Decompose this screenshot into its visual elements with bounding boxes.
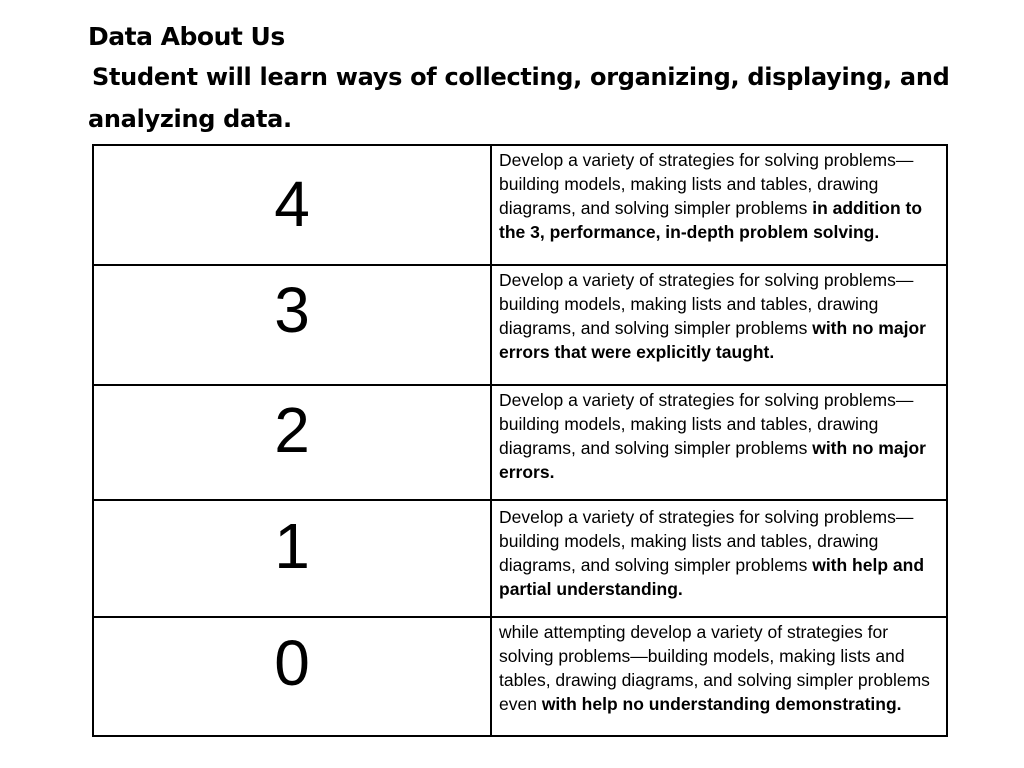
description-cell bbox=[491, 617, 947, 736]
description-emphasis: in addition to the 3, performance, in-depth problem solving. bbox=[499, 198, 923, 242]
description bbox=[499, 505, 940, 601]
description bbox=[499, 268, 940, 364]
score-cell bbox=[93, 617, 491, 736]
description-cell bbox=[491, 500, 947, 616]
score-value: 4 bbox=[274, 168, 310, 240]
description-cell bbox=[491, 385, 947, 500]
score-cell bbox=[93, 385, 491, 500]
description-text: Develop a variety of strategies for solving problems—building models, making lists and tables, drawing diagrams, and solving simpler problems bbox=[499, 507, 914, 576]
description-text: Develop a variety of strategies for solving problems—building models, making lists and tables, drawing diagrams, and solving simpler problems bbox=[499, 150, 914, 218]
description-emphasis: with no major errors that were explicitly taught. bbox=[499, 318, 926, 363]
heading bbox=[88, 18, 968, 140]
description-emphasis: with help no understanding demonstrating. bbox=[541, 693, 902, 714]
score-cell bbox=[93, 500, 491, 616]
page-title: Data About Us bbox=[88, 22, 285, 51]
description-text: while attempting develop a variety of strategies for solving problems—building models, making lists and tables, drawing diagrams, and solving simpler problems even bbox=[499, 621, 930, 714]
table-row bbox=[93, 500, 947, 616]
score-value: 2 bbox=[274, 393, 310, 466]
description bbox=[499, 620, 940, 716]
description-cell bbox=[491, 265, 947, 384]
description-text: Develop a variety of strategies for solving problems—building models, making lists and tables, drawing diagrams, and solving simpler problems bbox=[499, 270, 914, 339]
description-cell bbox=[491, 145, 947, 265]
table-row bbox=[93, 145, 947, 265]
rubric-table bbox=[92, 144, 948, 737]
table-row bbox=[93, 385, 947, 500]
score-cell bbox=[93, 265, 491, 384]
page-subtitle: Student will learn ways of collecting, organizing, displaying, and analyzing data. bbox=[88, 63, 950, 133]
table-row bbox=[93, 265, 947, 384]
score-value: 3 bbox=[274, 274, 310, 347]
description bbox=[499, 148, 940, 244]
description bbox=[499, 388, 940, 484]
score-value: 0 bbox=[274, 626, 310, 699]
description-emphasis: with no major errors. bbox=[499, 437, 926, 482]
score-value: 1 bbox=[274, 510, 310, 583]
score-cell bbox=[93, 145, 491, 265]
description-emphasis: with help and partial understanding. bbox=[499, 555, 925, 600]
description-text: Develop a variety of strategies for solving problems—building models, making lists and tables, drawing diagrams, and solving simpler problems bbox=[499, 389, 914, 458]
table-row bbox=[93, 617, 947, 736]
